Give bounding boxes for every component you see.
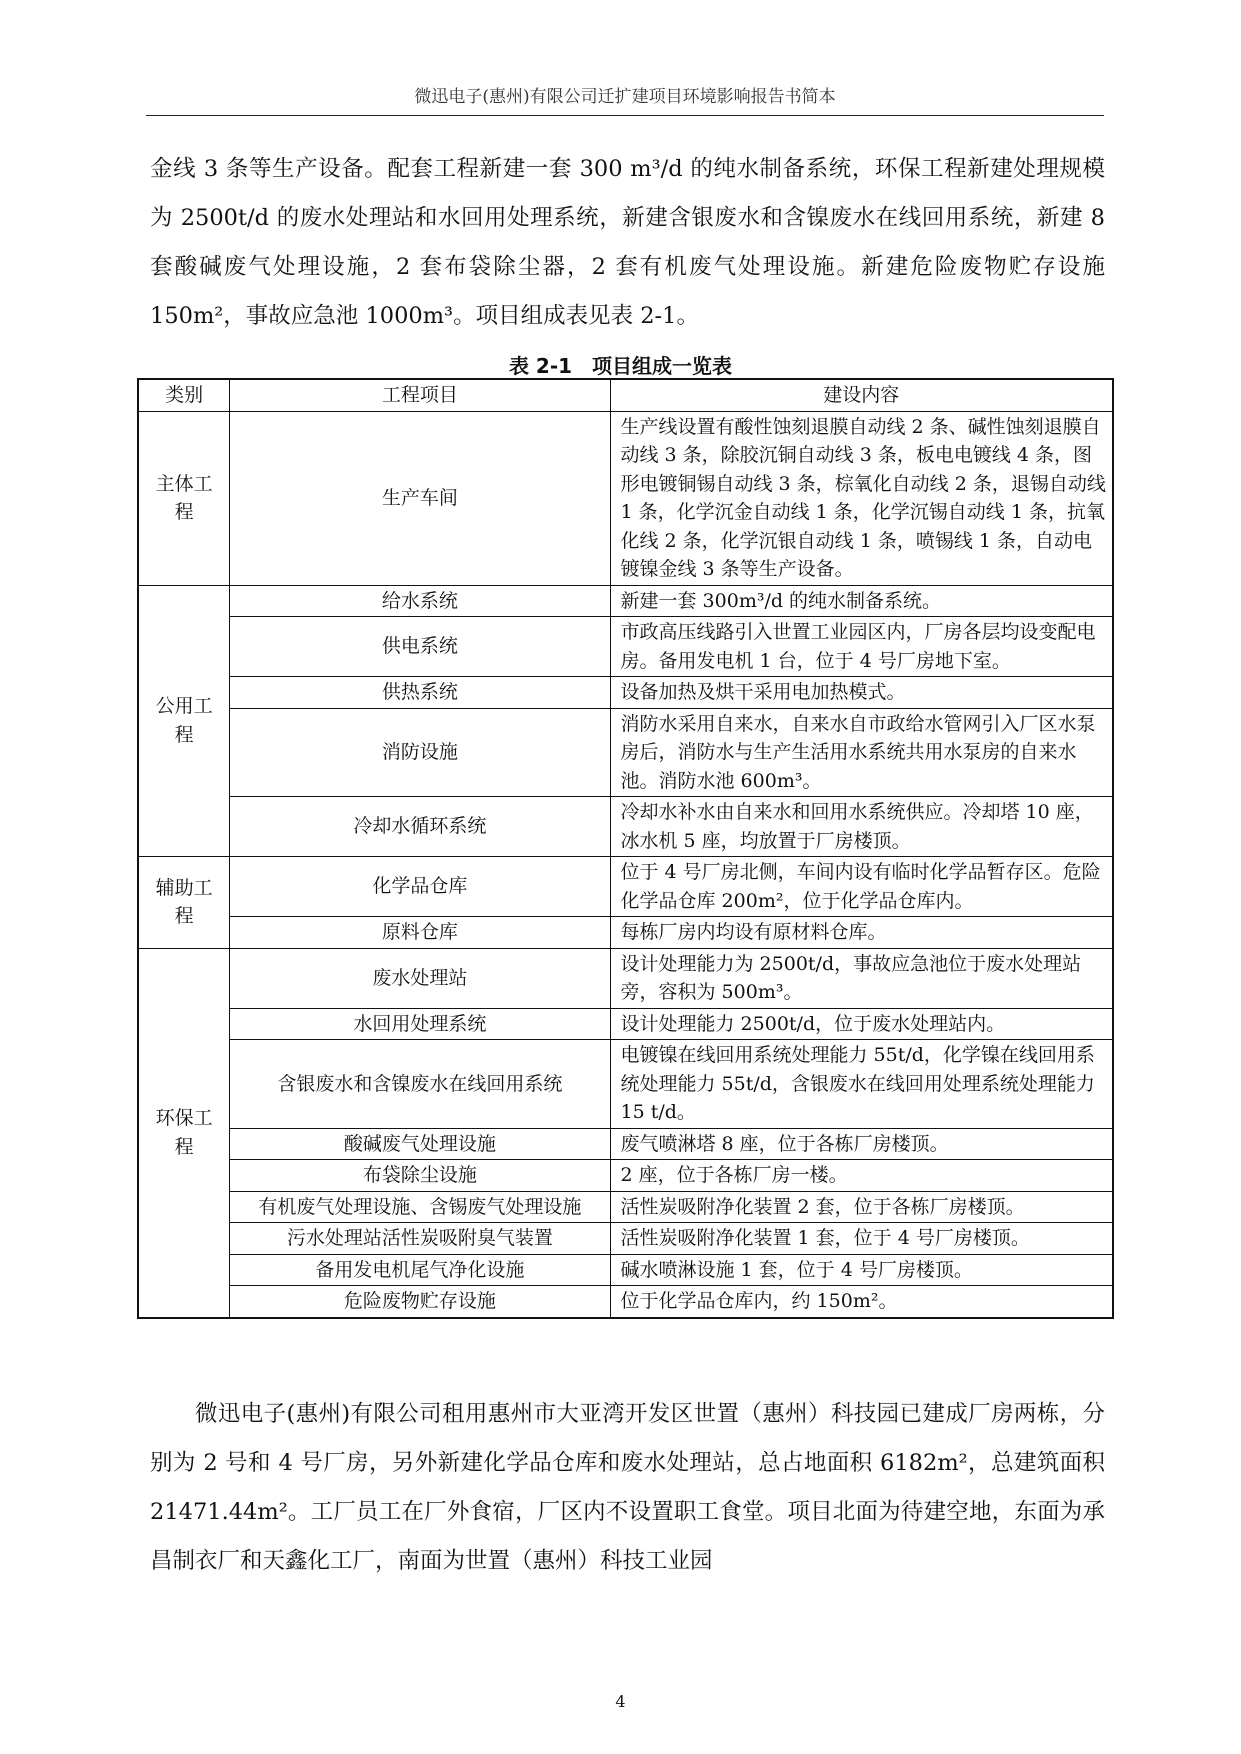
item-cell: 供电系统 bbox=[230, 617, 610, 677]
header-item: 工程项目 bbox=[230, 379, 610, 411]
category-cell: 环保工程 bbox=[138, 948, 230, 1318]
table-row bbox=[138, 1191, 1113, 1223]
table-caption: 表 2-1 项目组成一览表 bbox=[508, 354, 733, 378]
header-content: 建设内容 bbox=[610, 379, 1113, 411]
item-cell: 备用发电机尾气净化设施 bbox=[230, 1254, 610, 1286]
content-cell: 碱水喷淋设施 1 套，位于 4 号厂房楼顶。 bbox=[610, 1254, 1113, 1286]
category-cell: 辅助工程 bbox=[138, 857, 230, 949]
content-cell: 消防水采用自来水，自来水自市政给水管网引入厂区水泵房后，消防水与生产生活用水系统共用水泵房的自来水池。消防水池 600m³。 bbox=[610, 708, 1113, 797]
table-row bbox=[138, 1008, 1113, 1040]
content-cell: 设备加热及烘干采用电加热模式。 bbox=[610, 677, 1113, 709]
item-cell: 消防设施 bbox=[230, 708, 610, 797]
category-cell: 主体工程 bbox=[138, 411, 230, 585]
table-row bbox=[138, 948, 1113, 1008]
table-row bbox=[138, 617, 1113, 677]
item-cell: 供热系统 bbox=[230, 677, 610, 709]
content-cell: 活性炭吸附净化装置 1 套，位于 4 号厂房楼顶。 bbox=[610, 1223, 1113, 1255]
site-description-paragraph: 微迅电子(惠州)有限公司租用惠州市大亚湾开发区世置（惠州）科技园已建成厂房两栋，分别为 2 号和 4 号厂房，另外新建化学品仓库和废水处理站，总占地面积 6182m²，总建筑面积 21471.44m²。工厂员工在厂外食宿，厂区内不设置职工食堂。项目北面为待建空地，东面为承昌制衣厂和天鑫化工厂，南面为世置（惠州）科技工业园 bbox=[150, 1401, 1105, 1574]
category-cell: 公用工程 bbox=[138, 585, 230, 857]
header-category: 类别 bbox=[138, 379, 230, 411]
table-row bbox=[138, 708, 1113, 797]
project-composition-table bbox=[137, 378, 1114, 1319]
content-cell: 废气喷淋塔 8 座，位于各栋厂房楼顶。 bbox=[610, 1128, 1113, 1160]
content-cell: 每栋厂房内均设有原材料仓库。 bbox=[610, 917, 1113, 949]
item-cell: 给水系统 bbox=[230, 585, 610, 617]
table-row bbox=[138, 1160, 1113, 1192]
content-cell: 位于化学品仓库内，约 150m²。 bbox=[610, 1286, 1113, 1318]
table-row bbox=[138, 1223, 1113, 1255]
table-row bbox=[138, 585, 1113, 617]
table-row bbox=[138, 677, 1113, 709]
content-cell: 2 座，位于各栋厂房一楼。 bbox=[610, 1160, 1113, 1192]
item-cell: 危险废物贮存设施 bbox=[230, 1286, 610, 1318]
item-cell: 原料仓库 bbox=[230, 917, 610, 949]
table-row bbox=[138, 917, 1113, 949]
table-row bbox=[138, 1286, 1113, 1318]
item-cell: 水回用处理系统 bbox=[230, 1008, 610, 1040]
content-cell: 新建一套 300m³/d 的纯水制备系统。 bbox=[610, 585, 1113, 617]
content-cell: 冷却水补水由自来水和回用水系统供应。冷却塔 10 座，冰水机 5 座，均放置于厂房楼顶。 bbox=[610, 797, 1113, 857]
item-cell: 生产车间 bbox=[230, 411, 610, 585]
item-cell: 酸碱废气处理设施 bbox=[230, 1128, 610, 1160]
table-row bbox=[138, 797, 1113, 857]
content-cell: 设计处理能力为 2500t/d，事故应急池位于废水处理站旁，容积为 500m³。 bbox=[610, 948, 1113, 1008]
content-cell: 活性炭吸附净化装置 2 套，位于各栋厂房楼顶。 bbox=[610, 1191, 1113, 1223]
table-row bbox=[138, 1040, 1113, 1129]
header-divider bbox=[146, 115, 1104, 116]
table-row bbox=[138, 857, 1113, 917]
content-cell: 设计处理能力 2500t/d，位于废水处理站内。 bbox=[610, 1008, 1113, 1040]
item-cell: 含银废水和含镍废水在线回用系统 bbox=[230, 1040, 610, 1129]
page-header: 微迅电子(惠州)有限公司迁扩建项目环境影响报告书简本 bbox=[414, 87, 836, 107]
item-cell: 有机废气处理设施、含锡废气处理设施 bbox=[230, 1191, 610, 1223]
intro-paragraph: 金线 3 条等生产设备。配套工程新建一套 300 m³/d 的纯水制备系统，环保工程新建处理规模为 2500t/d 的废水处理站和水回用处理系统，新建含银废水和含镍废水在线回用系统，新建 8 套酸碱废气处理设施，2 套布袋除尘器，2 套有机废气处理设施。新建危险废物贮存设施 150m²，事故应急池 1000m³。项目组成表见表 2-1。 bbox=[150, 156, 1105, 329]
table-row bbox=[138, 411, 1113, 585]
content-cell: 位于 4 号厂房北侧，车间内设有临时化学品暂存区。危险化学品仓库 200m²，位于化学品仓库内。 bbox=[610, 857, 1113, 917]
content-cell: 市政高压线路引入世置工业园区内，厂房各层均设变配电房。备用发电机 1 台，位于 4 号厂房地下室。 bbox=[610, 617, 1113, 677]
table-row bbox=[138, 1254, 1113, 1286]
table-row bbox=[138, 1128, 1113, 1160]
item-cell: 冷却水循环系统 bbox=[230, 797, 610, 857]
item-cell: 布袋除尘设施 bbox=[230, 1160, 610, 1192]
table-header-row bbox=[138, 379, 1113, 411]
item-cell: 化学品仓库 bbox=[230, 857, 610, 917]
content-cell: 生产线设置有酸性蚀刻退膜自动线 2 条、碱性蚀刻退膜自动线 3 条，除胶沉铜自动线 3 条，板电电镀线 4 条，图形电镀铜锡自动线 3 条，棕氧化自动线 2 条，退锡自动线 1 条，化学沉金自动线 1 条，化学沉锡自动线 1 条，抗氧化线 2 条，化学沉银自动线 1 条，喷锡线 1 条，自动电镀镍金线 3 条等生产设备。 bbox=[610, 411, 1113, 585]
item-cell: 废水处理站 bbox=[230, 948, 610, 1008]
item-cell: 污水处理站活性炭吸附臭气装置 bbox=[230, 1223, 610, 1255]
content-cell: 电镀镍在线回用系统处理能力 55t/d，化学镍在线回用系统处理能力 55t/d，含银废水在线回用处理系统处理能力 15 t/d。 bbox=[610, 1040, 1113, 1129]
page-number: 4 bbox=[615, 1692, 626, 1711]
